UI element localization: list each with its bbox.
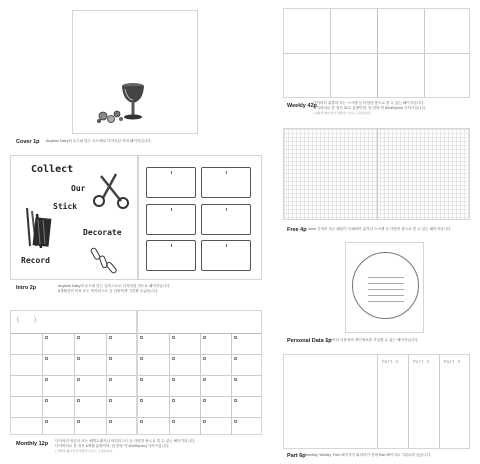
goal-frame [201, 204, 251, 235]
free-label: Free 4p [287, 227, 307, 233]
goal-frame [146, 167, 196, 198]
intro-left-page [10, 155, 138, 280]
month-bracket: ( ) [17, 317, 36, 323]
scissors-illustration [11, 156, 139, 281]
monthly-desc-note: • 먼슬리 페이지가 연달아 나오는 구성입니다. [55, 449, 114, 453]
goal-frame [201, 240, 251, 271]
part-1-label: Part 1 [382, 360, 399, 365]
weekly-desc-line1: 다이어리 위클리 또는 스크랩 등 다양한 용도로 쓸 수 있는 페이지입니다. [313, 101, 425, 105]
calendar-grid-left [11, 333, 136, 434]
weekly-label: Weekly 42p [287, 103, 317, 109]
part-3-label: Part 3 [444, 360, 461, 365]
intro-desc-line2: 6개월간의 목표 또는 버킷리스트 등 다양하게 기록할 수있습니다. [58, 289, 159, 293]
cover-label: Cover 1p [16, 139, 40, 145]
intro-desc-line1: Anytime Diary의 무드와 맞는 일러스트로 디자인된 인트로 페이지입니다. [58, 284, 171, 288]
monthly-desc-line1: 다이어리 먼슬리 또는 해빗트래커나 버킷리스트 등 다양한 용도로 쓸 수 있는 페이지입니다. [55, 439, 196, 443]
goal-frame [201, 167, 251, 198]
goal-frame [146, 240, 196, 271]
monthly-right-page [137, 310, 262, 435]
personal-data-page-preview [345, 242, 424, 333]
personal-data-label: Personal Data 1p [287, 338, 332, 344]
personal-data-circle [352, 252, 419, 319]
intro-label: Intro 2p [16, 285, 37, 291]
cover-page-preview [72, 10, 198, 134]
weekly-description [313, 101, 426, 116]
monthly-description [55, 439, 195, 454]
personal-data-description: 다이어리 사용자의 개인정보를 기입할 수 있는 페이지입니다. [325, 338, 419, 342]
goblet-illustration [73, 11, 199, 135]
free-description: 4mm 간격의 모눈 패턴이 인쇄되어 있거나 스크랩 등 다양한 용도로 쓸 수 있는 페이지입니다. [308, 227, 452, 231]
monthly-label: Monthly 12p [16, 441, 49, 447]
intro-word-record: Record [21, 256, 50, 265]
intro-word-stick: Stick [53, 202, 78, 211]
free-page-preview [283, 128, 470, 220]
monthly-desc-line2: 다이어리로 쓸 경우 6개월 분량이며, 한 칸당 약 40x26(mm) 사이즈입니다. [55, 444, 170, 448]
part-description: Monthly, Weekly, Free 페이지가 위치하기 전에 Part 페이지로 구분되어 있습니다. [305, 453, 432, 457]
monthly-left-page [10, 310, 137, 435]
part-label: Part 6p [287, 453, 306, 459]
intro-word-collect: Collect [31, 164, 74, 175]
weekly-desc-line2: 다이어리로 쓸 경우 22주 분량이며, 한 칸당 약 80x83(mm) 사이즈입니다. [313, 106, 426, 110]
intro-word-our: Our [71, 184, 86, 193]
weekly-page-preview [283, 8, 470, 98]
intro-description [58, 284, 171, 294]
part-page-preview [283, 354, 470, 449]
part-2-label: Part 2 [413, 360, 430, 365]
intro-right-page [138, 155, 262, 280]
goal-frame [146, 204, 196, 235]
cover-description: Anytime Diary의 무드와 맞는 오브제로 디자인된 커버 페이지입니다. [46, 139, 152, 143]
calendar-grid-right [138, 333, 261, 434]
intro-word-decorate: Decorate [83, 228, 122, 237]
weekly-desc-note: • 위클리 페이지가 연달아 나오는 구성입니다. [313, 111, 372, 115]
